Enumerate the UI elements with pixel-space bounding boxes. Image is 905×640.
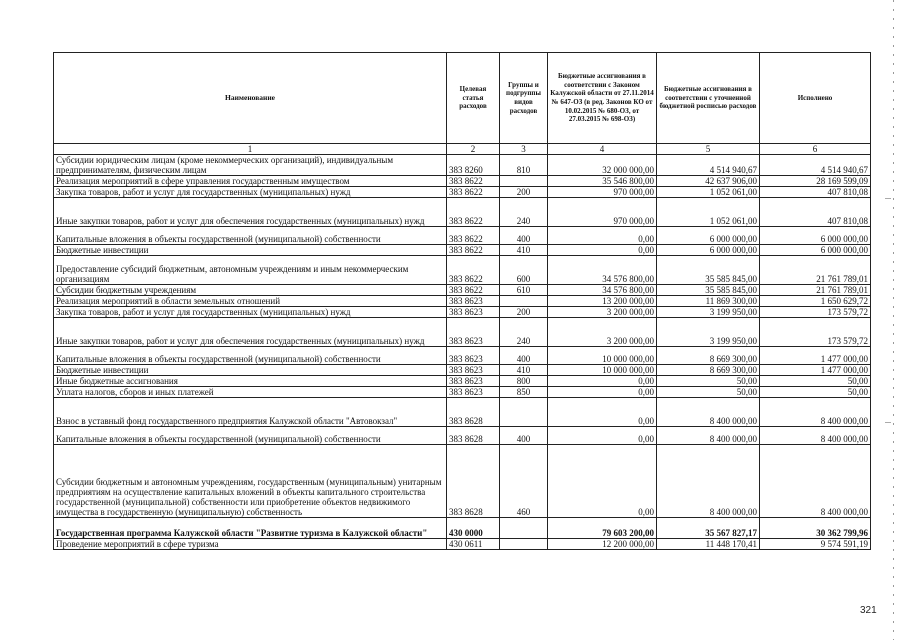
row-name: Закупка товаров, работ и услуг для государственных (муниципальных) нужд — [54, 187, 447, 198]
row-executed: 6 000 000,00 — [760, 245, 871, 256]
row-executed: 8 400 000,00 — [760, 427, 871, 445]
row-name: Иные закупки товаров, работ и услуг для обеспечения государственных (муниципальных) нужд — [54, 318, 447, 347]
row-refined-allocation: 1 052 061,00 — [657, 187, 760, 198]
row-law-allocation: 0,00 — [548, 398, 657, 427]
row-name: Капитальные вложения в объекты государственной (муниципальной) собственности — [54, 347, 447, 365]
table-row — [54, 518, 871, 539]
budget-table-sheet — [53, 52, 870, 550]
row-law-allocation: 0,00 — [548, 376, 657, 387]
row-target-article: 383 8623 — [447, 376, 500, 387]
row-target-article: 383 8623 — [447, 307, 500, 318]
table-row — [54, 376, 871, 387]
row-expense-group: 600 — [500, 256, 548, 285]
row-expense-group — [500, 296, 548, 307]
table-row — [54, 285, 871, 296]
header-refined-allocation: Бюджетные ассигнования в соответствии с уточненной бюджетной росписью расходов — [657, 53, 760, 144]
row-law-allocation: 10 000 000,00 — [548, 347, 657, 365]
scan-edge-line — [893, 0, 894, 640]
row-target-article: 383 8623 — [447, 318, 500, 347]
row-law-allocation: 0,00 — [548, 427, 657, 445]
row-expense-group: 410 — [500, 365, 548, 376]
row-target-article: 383 8260 — [447, 155, 500, 176]
row-refined-allocation: 50,00 — [657, 376, 760, 387]
table-row — [54, 307, 871, 318]
row-target-article: 383 8622 — [447, 176, 500, 187]
column-number: 2 — [447, 144, 500, 155]
table-row — [54, 187, 871, 198]
row-executed: 1 650 629,72 — [760, 296, 871, 307]
table-row — [54, 445, 871, 518]
row-executed: 50,00 — [760, 376, 871, 387]
row-target-article: 383 8622 — [447, 198, 500, 227]
row-expense-group: 200 — [500, 307, 548, 318]
row-target-article: 383 8628 — [447, 427, 500, 445]
row-expense-group: 850 — [500, 387, 548, 398]
row-refined-allocation: 11 869 300,00 — [657, 296, 760, 307]
row-target-article: 383 8628 — [447, 398, 500, 427]
row-executed: 28 169 599,09 — [760, 176, 871, 187]
row-law-allocation: 0,00 — [548, 445, 657, 518]
row-law-allocation: 79 603 200,00 — [548, 518, 657, 539]
row-name: Субсидии бюджетным учреждениям — [54, 285, 447, 296]
row-name: Взнос в уставный фонд государственного предприятия Калужской области "Автовокзал" — [54, 398, 447, 427]
row-refined-allocation: 8 400 000,00 — [657, 427, 760, 445]
row-target-article: 430 0000 — [447, 518, 500, 539]
row-name: Субсидии бюджетным и автономным учреждениям, государственным (муниципальным) унитарным предприятиям на осуществление капитальных вложений в объекты капитального строительства государственной (муниципальной) собственности или приобретение объектов недвижимого имущества в государственную (муниципальную) собственность — [54, 445, 447, 518]
header-row — [54, 53, 871, 144]
row-expense-group: 460 — [500, 445, 548, 518]
row-refined-allocation: 35 567 827,17 — [657, 518, 760, 539]
page-number: 321 — [860, 605, 877, 616]
row-target-article: 383 8622 — [447, 285, 500, 296]
row-law-allocation: 34 576 800,00 — [548, 285, 657, 296]
row-name: Проведение мероприятий в сфере туризма — [54, 539, 447, 550]
row-refined-allocation: 35 585 845,00 — [657, 285, 760, 296]
header-target-article: Целевая статья расходов — [447, 53, 500, 144]
row-refined-allocation: 11 448 170,41 — [657, 539, 760, 550]
row-expense-group — [500, 518, 548, 539]
row-executed: 8 400 000,00 — [760, 398, 871, 427]
row-executed: 1 477 000,00 — [760, 365, 871, 376]
row-refined-allocation: 4 514 940,67 — [657, 155, 760, 176]
column-number: 4 — [548, 144, 657, 155]
row-law-allocation: 32 000 000,00 — [548, 155, 657, 176]
column-number-row — [54, 144, 871, 155]
row-expense-group: 400 — [500, 227, 548, 245]
row-executed: 407 810,08 — [760, 187, 871, 198]
row-law-allocation: 0,00 — [548, 387, 657, 398]
row-refined-allocation: 42 637 906,00 — [657, 176, 760, 187]
row-target-article: 383 8628 — [447, 445, 500, 518]
row-refined-allocation: 1 052 061,00 — [657, 198, 760, 227]
row-refined-allocation: 50,00 — [657, 387, 760, 398]
row-refined-allocation: 3 199 950,00 — [657, 307, 760, 318]
row-expense-group: 200 — [500, 187, 548, 198]
row-executed: 21 761 789,01 — [760, 285, 871, 296]
row-expense-group: 800 — [500, 376, 548, 387]
row-law-allocation: 3 200 000,00 — [548, 318, 657, 347]
row-name: Предоставление субсидий бюджетным, автономным учреждениям и иным некоммерческим организациям — [54, 256, 447, 285]
row-executed: 50,00 — [760, 387, 871, 398]
row-expense-group: 400 — [500, 347, 548, 365]
row-refined-allocation: 8 669 300,00 — [657, 365, 760, 376]
row-name: Иные бюджетные ассигнования — [54, 376, 447, 387]
row-executed: 173 579,72 — [760, 307, 871, 318]
row-name: Уплата налогов, сборов и иных платежей — [54, 387, 447, 398]
row-law-allocation: 0,00 — [548, 245, 657, 256]
column-number: 1 — [54, 144, 447, 155]
row-target-article: 383 8623 — [447, 387, 500, 398]
row-target-article: 383 8622 — [447, 256, 500, 285]
row-name: Реализация мероприятий в области земельных отношений — [54, 296, 447, 307]
row-name: Бюджетные инвестиции — [54, 365, 447, 376]
table-row — [54, 155, 871, 176]
table-row — [54, 227, 871, 245]
row-expense-group — [500, 398, 548, 427]
row-executed: 6 000 000,00 — [760, 227, 871, 245]
row-target-article: 383 8622 — [447, 245, 500, 256]
row-law-allocation: 34 576 800,00 — [548, 256, 657, 285]
row-refined-allocation: 8 400 000,00 — [657, 398, 760, 427]
row-name: Реализация мероприятий в сфере управления государственным имуществом — [54, 176, 447, 187]
row-law-allocation: 0,00 — [548, 227, 657, 245]
header-expense-group: Группы и подгруппы видов расходов — [500, 53, 548, 144]
row-name: Бюджетные инвестиции — [54, 245, 447, 256]
table-row — [54, 398, 871, 427]
row-executed: 4 514 940,67 — [760, 155, 871, 176]
table-row — [54, 198, 871, 227]
row-refined-allocation: 6 000 000,00 — [657, 227, 760, 245]
row-refined-allocation: 8 669 300,00 — [657, 347, 760, 365]
table-row — [54, 387, 871, 398]
row-expense-group: 240 — [500, 318, 548, 347]
row-executed: 21 761 789,01 — [760, 256, 871, 285]
row-expense-group: 240 — [500, 198, 548, 227]
table-row — [54, 296, 871, 307]
row-law-allocation: 13 200 000,00 — [548, 296, 657, 307]
row-law-allocation: 3 200 000,00 — [548, 307, 657, 318]
row-name: Капитальные вложения в объекты государственной (муниципальной) собственности — [54, 227, 447, 245]
header-law-allocation: Бюджетные ассигнования в соответствии с Законом Калужской области от 27.11.2014 № 647-ОЗ (в ред. Законов КО от 10.02.2015 № 680-ОЗ, от 27.03.2015 № 698-ОЗ) — [548, 53, 657, 144]
column-number: 5 — [657, 144, 760, 155]
scan-mark — [885, 422, 891, 423]
table-row — [54, 539, 871, 550]
row-law-allocation: 35 546 800,00 — [548, 176, 657, 187]
row-law-allocation: 970 000,00 — [548, 187, 657, 198]
row-executed: 1 477 000,00 — [760, 347, 871, 365]
scan-mark — [885, 198, 891, 199]
row-target-article: 383 8623 — [447, 347, 500, 365]
column-number: 3 — [500, 144, 548, 155]
header-name: Наименование — [54, 53, 447, 144]
row-executed: 173 579,72 — [760, 318, 871, 347]
header-executed: Исполнено — [760, 53, 871, 144]
row-target-article: 383 8622 — [447, 187, 500, 198]
row-name: Капитальные вложения в объекты государственной (муниципальной) собственности — [54, 427, 447, 445]
row-expense-group: 610 — [500, 285, 548, 296]
row-refined-allocation: 6 000 000,00 — [657, 245, 760, 256]
table-body — [54, 155, 871, 550]
row-expense-group — [500, 539, 548, 550]
table-row — [54, 318, 871, 347]
row-name: Иные закупки товаров, работ и услуг для обеспечения государственных (муниципальных) нужд — [54, 198, 447, 227]
row-target-article: 383 8623 — [447, 365, 500, 376]
row-target-article: 430 0611 — [447, 539, 500, 550]
row-executed: 8 400 000,00 — [760, 445, 871, 518]
row-name: Государственная программа Калужской области "Развитие туризма в Калужской области" — [54, 518, 447, 539]
row-expense-group — [500, 176, 548, 187]
column-number: 6 — [760, 144, 871, 155]
table-row — [54, 256, 871, 285]
row-law-allocation: 10 000 000,00 — [548, 365, 657, 376]
table-row — [54, 365, 871, 376]
row-law-allocation: 970 000,00 — [548, 198, 657, 227]
row-expense-group: 810 — [500, 155, 548, 176]
table-row — [54, 176, 871, 187]
row-name: Закупка товаров, работ и услуг для государственных (муниципальных) нужд — [54, 307, 447, 318]
row-executed: 30 362 799,96 — [760, 518, 871, 539]
row-refined-allocation: 3 199 950,00 — [657, 318, 760, 347]
row-expense-group: 410 — [500, 245, 548, 256]
row-law-allocation: 12 200 000,00 — [548, 539, 657, 550]
row-name: Субсидии юридическим лицам (кроме некоммерческих организаций), индивидуальным предпринимателям, физическим лицам — [54, 155, 447, 176]
row-target-article: 383 8623 — [447, 296, 500, 307]
row-executed: 407 810,08 — [760, 198, 871, 227]
table-row — [54, 427, 871, 445]
budget-table — [53, 52, 871, 550]
row-executed: 9 574 591,19 — [760, 539, 871, 550]
row-expense-group: 400 — [500, 427, 548, 445]
row-refined-allocation: 8 400 000,00 — [657, 445, 760, 518]
table-row — [54, 245, 871, 256]
row-refined-allocation: 35 585 845,00 — [657, 256, 760, 285]
table-row — [54, 347, 871, 365]
row-target-article: 383 8622 — [447, 227, 500, 245]
